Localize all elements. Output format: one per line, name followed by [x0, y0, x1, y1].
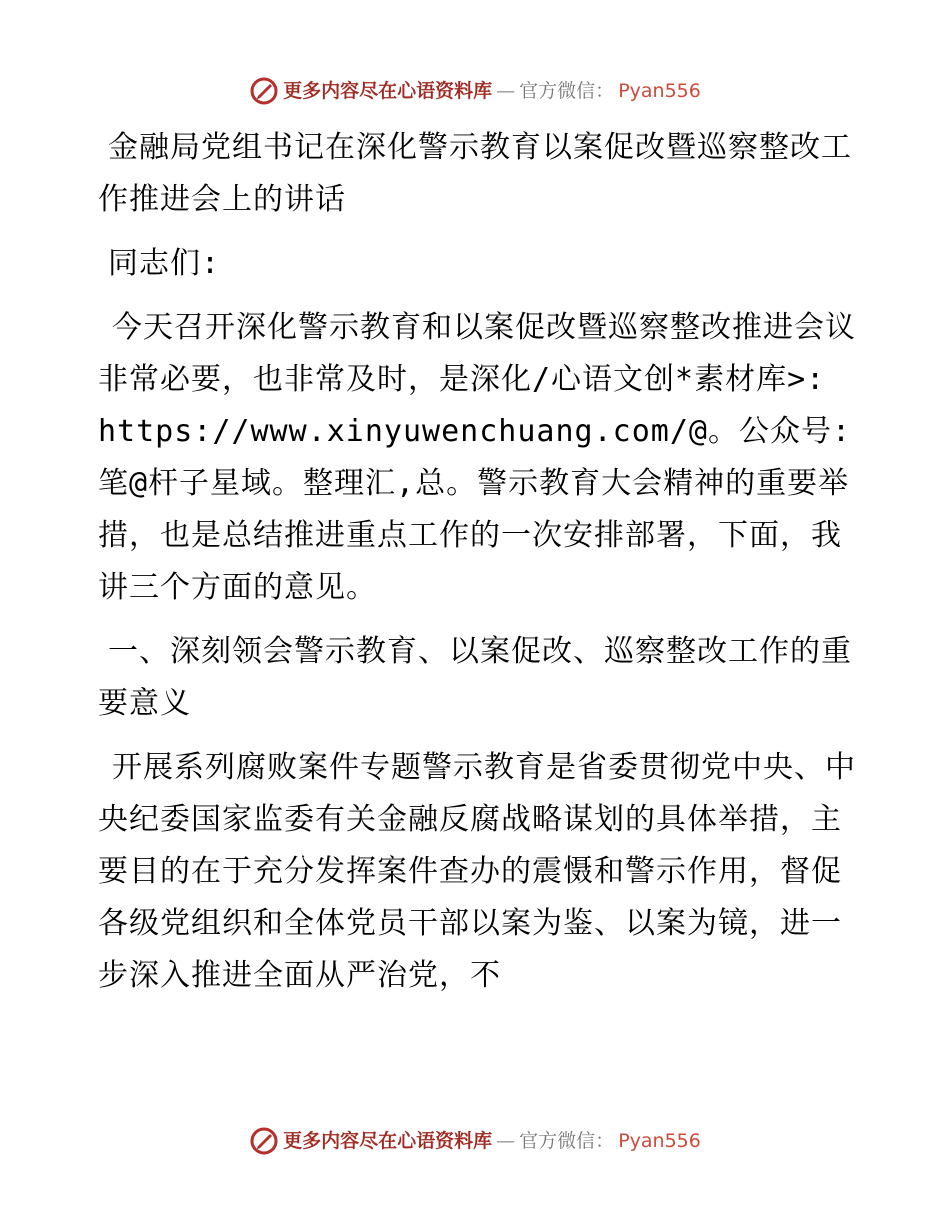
paragraph-2: 开展系列腐败案件专题警示教育是省委贯彻党中央、中央纪委国家监委有关金融反腐战略谋划的具体举措，主要目的在于充分发挥案件查办的震慑和警示作用，督促各级党组织和全体党员干部以案为鉴、以案为镜，进一步深入推进全面从严治党，不: [98, 750, 856, 993]
footer-watermark: [0, 1126, 950, 1164]
document-title: 金融局党组书记在深化警示教育以案促改暨巡察整改工作推进会上的讲话: [98, 130, 852, 217]
quill-circle-icon: [249, 76, 279, 106]
section-1-heading: 一、深刻领会警示教育、以案促改、巡察整改工作的重要意义: [98, 634, 852, 721]
watermark-account: Pyan556: [618, 1130, 701, 1152]
greeting: 同志们:: [108, 246, 221, 281]
document-body: [98, 122, 858, 1002]
paragraph-1: 今天召开深化警示教育和以案促改暨巡察整改推进会议非常必要，也非常及时，是深化/心语文创*素材库>: https://www.xinyuwenchuang.com/@。公众号: 笔@杆子星域。整理汇,总。警示教育大会精神的重要举措，也是总结推进重点工作的一次安排部署，下面，我讲三个方面的意见。: [98, 310, 856, 605]
watermark-separator: —: [496, 80, 516, 102]
header-watermark: [0, 76, 950, 114]
watermark-main-text: 更多内容尽在心语资料库: [283, 80, 493, 102]
watermark-account: Pyan556: [618, 80, 701, 102]
watermark-sub-text: 官方微信：: [519, 1130, 615, 1152]
watermark-separator: —: [496, 1130, 516, 1152]
watermark-main-text: 更多内容尽在心语资料库: [283, 1130, 493, 1152]
quill-circle-icon: [249, 1126, 279, 1156]
watermark-sub-text: 官方微信：: [519, 80, 615, 102]
